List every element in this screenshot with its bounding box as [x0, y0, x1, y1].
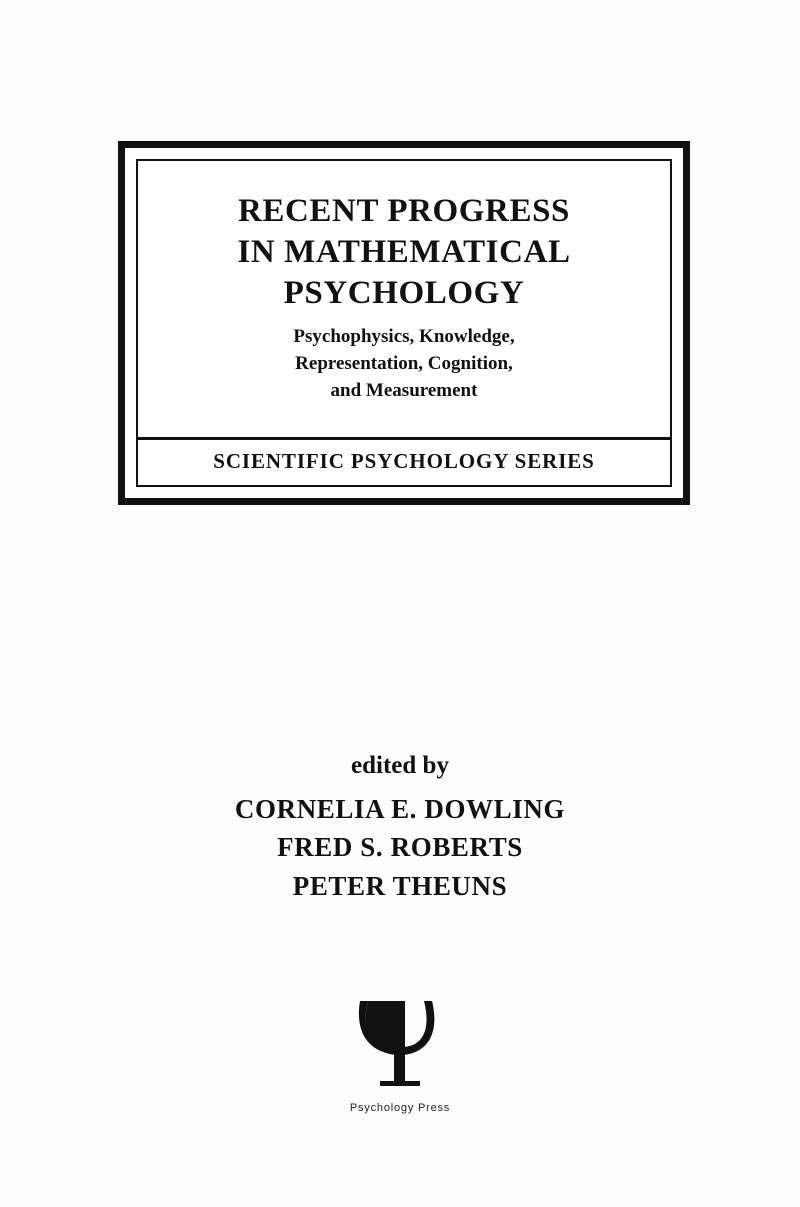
book-title-line-1: RECENT PROGRESS: [237, 193, 571, 230]
edited-by-label: edited by: [351, 752, 449, 779]
editors-block: [0, 752, 800, 905]
title-plate-inner-border: [136, 159, 672, 487]
book-subtitle-line-1: Psychophysics, Knowledge,: [293, 325, 515, 347]
publisher-block: [0, 995, 800, 1114]
title-plate: [118, 141, 690, 505]
editor-name: CORNELIA E. DOWLING: [234, 794, 566, 824]
editor-name: FRED S. ROBERTS: [277, 832, 523, 863]
book-subtitle: [293, 324, 514, 405]
psi-letter-logo-icon: [340, 995, 460, 1091]
publisher-name: Psychology Press: [349, 1102, 451, 1114]
series-name: SCIENTIFIC PSYCHOLOGY SERIES: [213, 449, 595, 473]
book-title-line-2: IN MATHEMATICAL: [237, 234, 571, 271]
book-subtitle-line-2: Representation, Cognition,: [295, 352, 513, 374]
series-bar: [138, 437, 670, 485]
title-block: [138, 161, 670, 437]
book-title-line-3: PSYCHOLOGY: [283, 275, 525, 311]
book-subtitle-line-3: and Measurement: [330, 379, 478, 401]
editor-name: PETER THEUNS: [292, 870, 508, 901]
book-title: [237, 191, 570, 314]
